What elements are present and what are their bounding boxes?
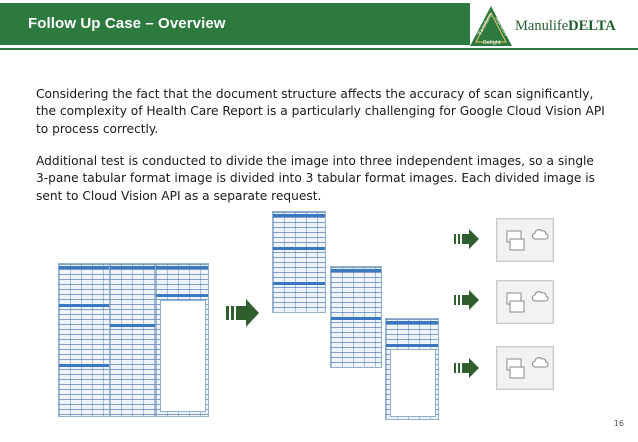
- svg-text:Transform: Transform: [476, 12, 495, 37]
- original-pane-3: [155, 263, 209, 417]
- right-arrow-icon: [226, 298, 260, 328]
- page-number: 16: [613, 419, 624, 428]
- original-pane-1: [58, 263, 110, 417]
- cloud-vision-request-3: [496, 346, 554, 390]
- brand-name: ManulifeDELTA: [515, 18, 616, 34]
- header-divider: [0, 48, 638, 50]
- slide-header: [0, 0, 638, 50]
- right-arrow-icon: [454, 357, 480, 379]
- cloud-vision-request-2: [496, 280, 554, 324]
- original-pane-2: [109, 263, 156, 417]
- right-arrow-icon: [454, 228, 480, 250]
- divided-pane-2: [330, 266, 382, 368]
- slide-title: Follow Up Case – Overview: [28, 15, 226, 32]
- divided-pane-1: [272, 211, 326, 313]
- cloud-vision-icon: [497, 281, 553, 323]
- cloud-vision-icon: [497, 219, 553, 261]
- method-paragraph: Additional test is conducted to divide the image into three independent images, so a single 3-pane tabular format image is divided into 3 tabular format images. Each divided image is sent to Cloud Vision API as a separate request.: [36, 154, 595, 203]
- divided-pane-3: [385, 318, 439, 420]
- svg-text:Delight: Delight: [483, 40, 502, 46]
- right-arrow-icon: [454, 289, 480, 311]
- intro-paragraph: Considering the fact that the document structure affects the accuracy of scan significantly, the complexity of Health Care Report is a particularly challenging for Google Cloud Vision API to process correctly.: [36, 87, 605, 136]
- manulife-triangle-logo: [468, 4, 514, 48]
- cloud-vision-request-1: [496, 218, 554, 262]
- cloud-vision-icon: [497, 347, 553, 389]
- svg-text:Manulife: Manulife: [493, 16, 510, 38]
